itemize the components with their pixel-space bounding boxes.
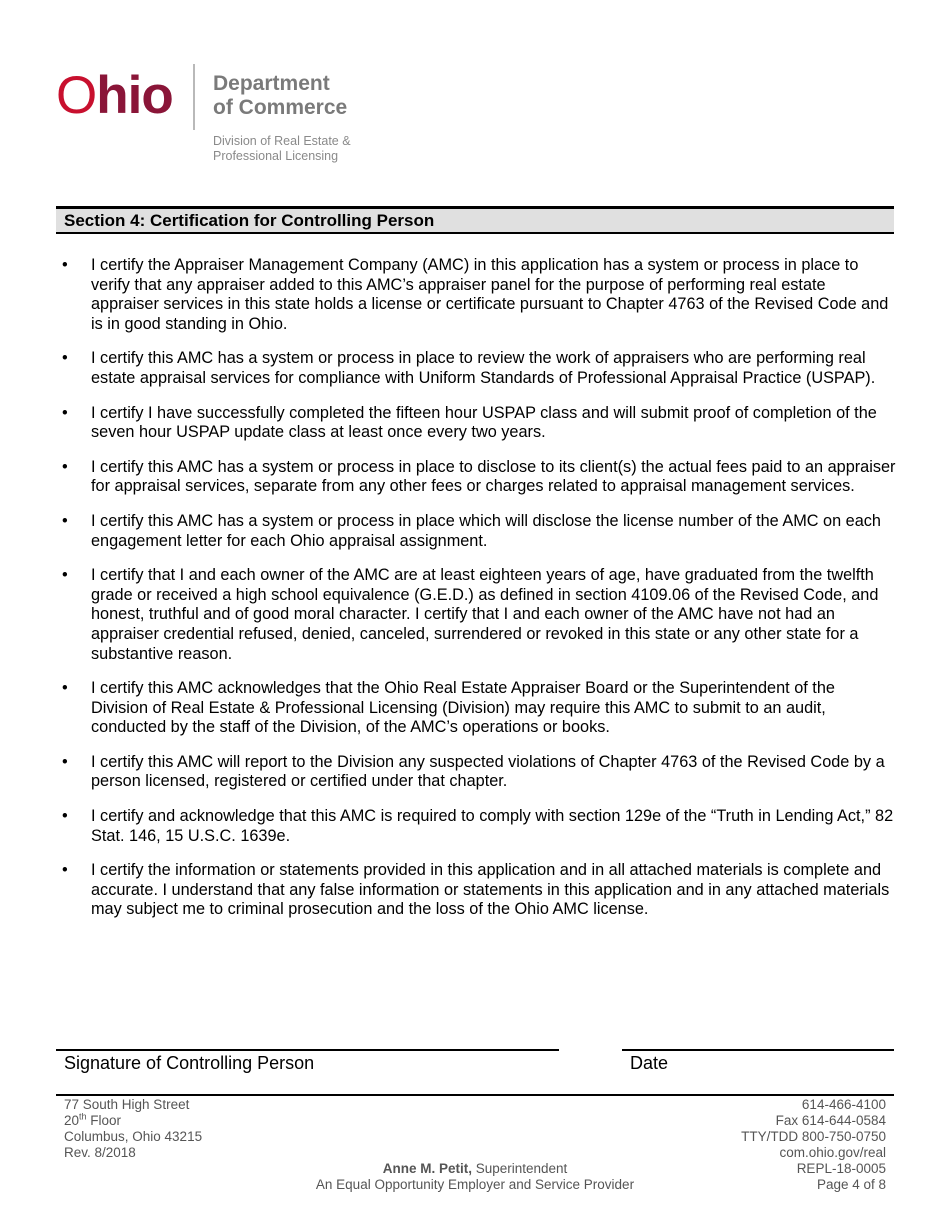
certification-item: • I certify this AMC has a system or process in place to review the work of appraisers who are performing real estate appraisal services for compliance with Uniform Standards of Professional Appraisal Practice (USPAP). (62, 349, 876, 387)
bullet-icon: • (62, 403, 68, 422)
logo-divider (193, 64, 195, 130)
certification-list (56, 256, 896, 935)
tty: TTY/TDD 800-750-0750 (741, 1129, 886, 1144)
section-title: Section 4: Certification for Controlling Person (64, 211, 435, 230)
equal-opportunity: An Equal Opportunity Employer and Service Provider (315, 1177, 635, 1192)
bullet-icon: • (62, 566, 68, 585)
ohio-commerce-logo (56, 64, 376, 174)
certification-item: • I certify this AMC will report to the Division any suspected violations of Chapter 4763 of the Revised Code by a person licensed, registered or certified under that chapter. (62, 752, 885, 791)
bullet-icon: • (62, 256, 68, 274)
footer-divider (56, 1094, 894, 1096)
date-line[interactable] (622, 1049, 894, 1051)
certification-item: • I certify I have successfully completed the fifteen hour USPAP class and will submit proof of completion of the seven hour USPAP update class at least once every two years. (62, 403, 877, 442)
ohio-wordmark: Ohio (56, 66, 173, 125)
bullet-icon: • (62, 349, 68, 368)
website-link[interactable]: com.ohio.gov/real (779, 1145, 886, 1160)
bullet-icon: • (62, 457, 68, 476)
department-name: Department of Commerce (213, 72, 348, 119)
bullet-icon: • (62, 807, 68, 826)
certification-item: • I certify the information or statements provided in this application and in all attached materials is complete and accurate. I understand that any false information or statements in this application and in any attached materials may subject me to criminal prosecution and the loss of the Ohio AMC license. (62, 861, 890, 919)
bullet-icon: • (62, 861, 68, 880)
bullet-icon: • (62, 511, 68, 530)
signature-label: Signature of Controlling Person (64, 1053, 315, 1073)
signature-line[interactable] (56, 1049, 559, 1051)
certification-item: • I certify the Appraiser Management Company (AMC) in this application has a system or process in place to verify that any appraiser added to this AMC’s appraiser panel for the purpose of performing real estate appraiser services in this state holds a license or certificate pursuant to Chapter 4763 of the Revised Code and is in good standing in Ohio. (62, 256, 889, 333)
certification-item: • I certify this AMC acknowledges that the Ohio Real Estate Appraiser Board or the Superintendent of the Division of Real Estate & Professional Licensing (Division) may require this AMC to submit to an audit, conducted by the staff of the Division, of the AMC’s operations or books. (62, 679, 835, 737)
revision-date: Rev. 8/2018 (64, 1145, 136, 1160)
certification-item: • I certify this AMC has a system or process in place which will disclose the license number of the AMC on each engagement letter for each Ohio appraisal assignment. (62, 511, 881, 550)
date-label: Date (630, 1053, 669, 1073)
footer-contact (741, 1097, 886, 1193)
fax: Fax 614-644-0584 (775, 1113, 886, 1128)
bullet-icon: • (62, 679, 68, 698)
bullet-icon: • (62, 752, 68, 771)
certification-item: • I certify this AMC has a system or process in place to disclose to its client(s) the actual fees paid to an appraiser for appraisal services, separate from any other fees or charges related to appraisal management services. (62, 457, 896, 496)
footer-address: 77 South High Street 20th Floor Columbus, Ohio 43215 Rev. 8/2018 (64, 1097, 203, 1160)
phone: 614-466-4100 (801, 1097, 886, 1112)
certification-item: • I certify that I and each owner of the AMC are at least eighteen years of age, have graduated from the twelfth grade or received a high school equivalence (G.E.D.) as defined in section 4109.06 of the Revised Code, and honest, truthful and of good moral character. I certify that I and each owner of the AMC have not had an appraiser credential refused, denied, canceled, surrendered or revoked in this state or any other state for a substantive reason. (62, 566, 879, 663)
address-floor: 20th Floor (64, 1111, 122, 1128)
form-number: REPL-18-0005 (796, 1161, 886, 1176)
section-header (56, 206, 894, 234)
superintendent: Anne M. Petit, Superintendent (382, 1161, 568, 1176)
division-name: Division of Real Estate & Professional Licensing (213, 134, 351, 163)
certification-item: • I certify and acknowledge that this AMC is required to comply with section 129e of the “Truth in Lending Act,” 82 Stat. 146, 15 U.S.C. 1639e. (62, 807, 894, 845)
page-number: Page 4 of 8 (816, 1177, 886, 1192)
